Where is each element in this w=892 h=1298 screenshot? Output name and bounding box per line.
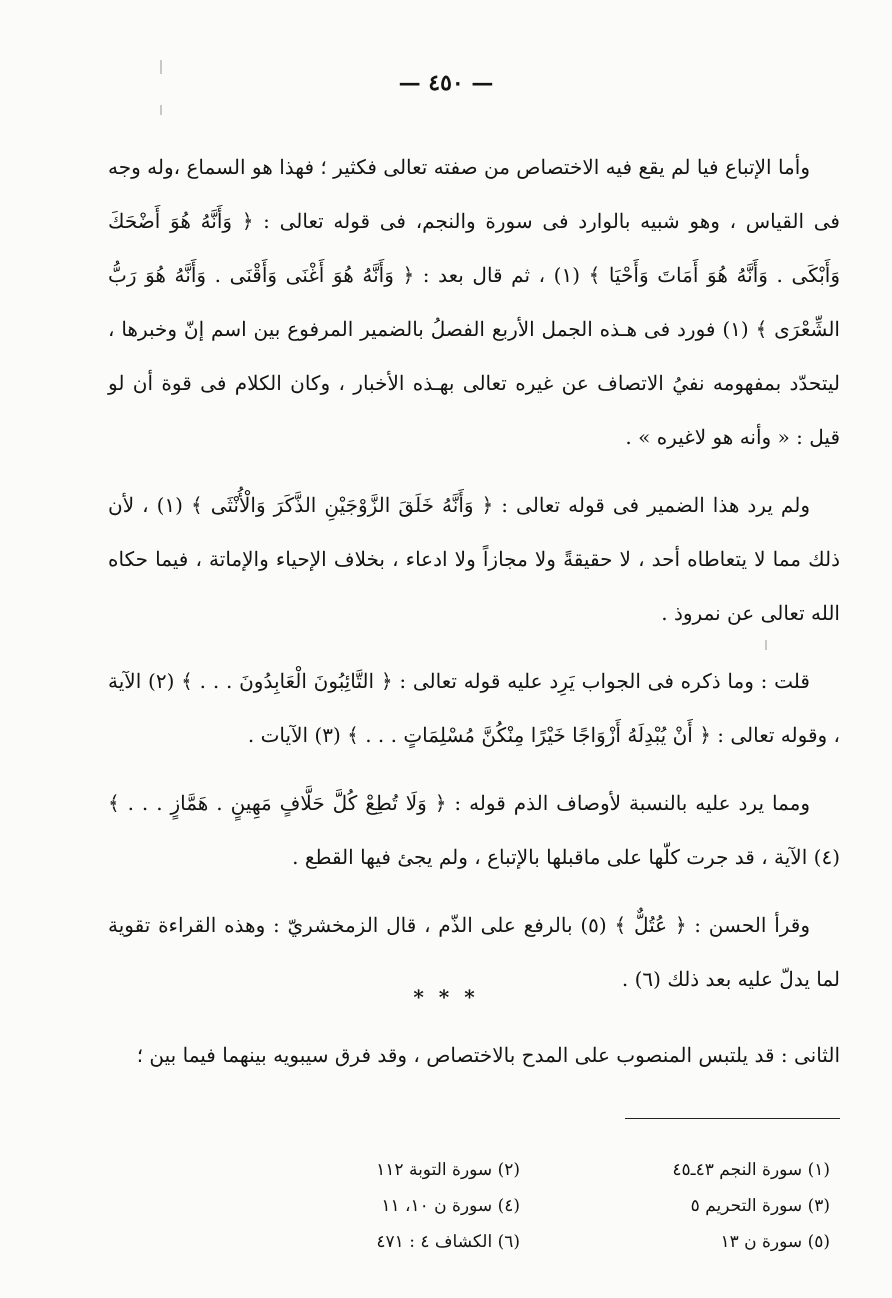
section-heading-line: الثانى : قد يلتبس المنصوب على المدح بالاختصاص ، وقد فرق سيبويه بينهما فيما بين ؛ — [136, 1043, 840, 1067]
paragraph: ومما يرد عليه بالنسبة لأوصاف الذم قوله : ﴿ وَلَا تُطِعْ كُلَّ حَلَّافٍ مَهِينٍ . هَمَّازٍ . . . ﴾ (٤) الآية ، قد جرت كلّها على ماقبلها بالإتباع ، ولم يجئ فيها القطع . — [108, 791, 840, 869]
section-separator: * * * — [413, 985, 479, 1009]
paragraph: ولم يرد هذا الضمير فى قوله تعالى : ﴿ وَأَنَّهُ خَلَقَ الزَّوْجَيْنِ الذَّكَرَ وَالْأُنْثَى ﴾ (١) ، لأن ذلك مما لا يتعاطاه أحد ، لا حقيقةً ولا مجازاً ولا ادعاء ، بخلاف الإحياء والإماتة ، فيما حكاه الله تعالى عن نمروذ . — [108, 493, 840, 625]
footnote: (٦) الكشاف ٤ : ٤٧١ — [376, 1232, 520, 1252]
footnote: (١) سورة النجم ٤٣ـ٤٥ — [672, 1160, 830, 1180]
footnote: (٥) سورة ن ١٣ — [720, 1232, 830, 1252]
footnote: (٤) سورة ن ١٠، ١١ — [381, 1196, 520, 1216]
paragraph: وقرأ الحسن : ﴿ عُتُلٌّ ﴾ (٥) بالرفع على الذّم ، قال الزمخشريّ : وهذه القراءة تقوية لما يدلّ عليه بعد ذلك (٦) . — [108, 913, 840, 991]
footnote: (٢) سورة التوبة ١١٢ — [376, 1160, 520, 1180]
page-number: — ٤٥٠ — — [398, 70, 494, 96]
scan-speck — [160, 105, 162, 115]
footnotes — [250, 1152, 830, 1260]
footnote-row — [250, 1188, 830, 1224]
footnote-divider — [625, 1118, 840, 1119]
paragraph: قلت : وما ذكره فى الجواب يَرِد عليه قوله تعالى : ﴿ التَّائِبُونَ الْعَابِدُونَ . . . ﴾ (٢) الآية ، وقوله تعالى : ﴿ أَنْ يُبْدِلَهُ أَزْوَاجًا خَيْرًا مِنْكُنَّ مُسْلِمَاتٍ . . . ﴾ (٣) الآيات . — [108, 669, 840, 747]
footnote-row — [250, 1152, 830, 1188]
footnote: (٣) سورة التحريم ٥ — [690, 1196, 830, 1216]
footnote-row — [250, 1224, 830, 1260]
paragraph: وأما الإتباع فيا لم يقع فيه الاختصاص من صفته تعالى فكثير ؛ فهذا هو السماع ،وله وجه فى القياس ، وهو شبيه بالوارد فى سورة والنجم، فى قوله تعالى : ﴿ وَأَنَّهُ هُوَ أَضْحَكَ وَأَبْكَى . وَأَنَّهُ هُوَ أَمَاتَ وَأَحْيَا ﴾ (١) ، ثم قال بعد : ﴿ وَأَنَّهُ هُوَ أَغْنَى وَأَقْنَى . وَأَنَّهُ هُوَ رَبُّ الشِّعْرَى ﴾ (١) فورد فى هـذه الجمل الأربع الفصلُ بالضمير المرفوع بين اسم إنّ وخبرها ، ليتحدّد بمفهومه نفيُ الاتصاف عن غيره تعالى بهـذه الأخبار ، وكان الكلام فى قوة أن لو قيل : « وأنه هو لاغيره » . — [108, 155, 841, 449]
main-text — [108, 140, 840, 1020]
